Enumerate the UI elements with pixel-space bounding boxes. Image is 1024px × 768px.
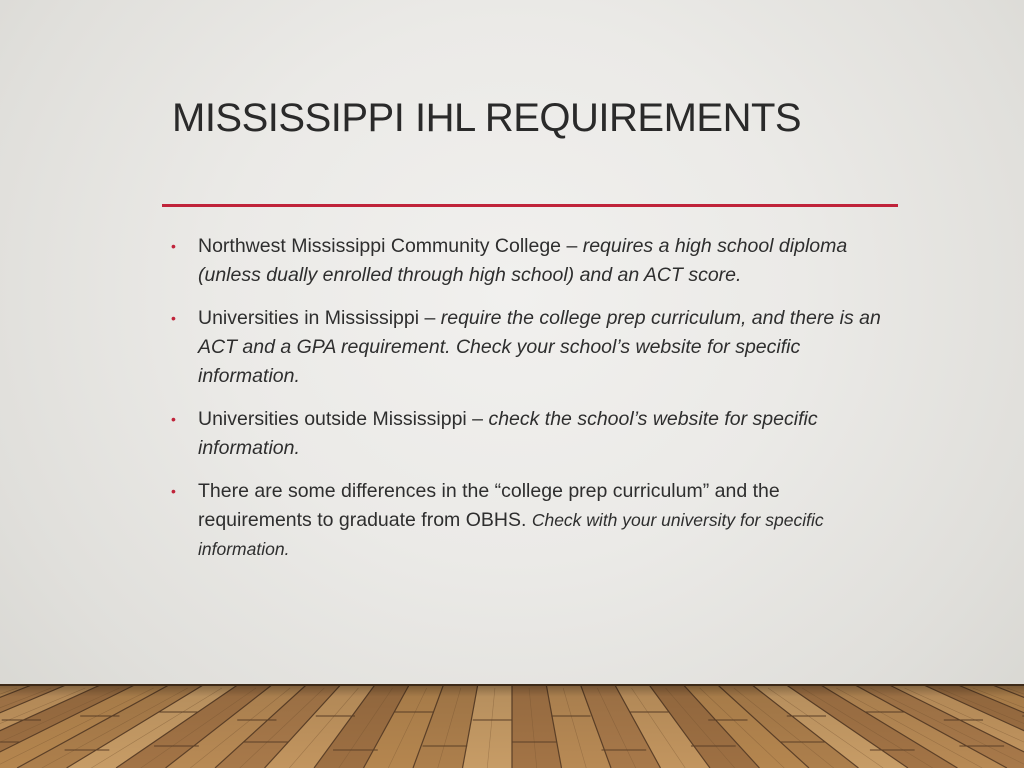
bullet-text-italic: check the school’s website for specific information. [198, 408, 818, 459]
slide-title: MISSISSIPPI IHL REQUIREMENTS [172, 96, 802, 140]
bullet-text-plain: Universities in Mississippi – [198, 307, 441, 329]
bullet-text-italic: requires a high school diploma (unless dually enrolled through high school) and an ACT score. [198, 235, 848, 286]
list-item [168, 477, 888, 564]
bullet-list [168, 232, 888, 578]
bullet-text-italic: require the college prep curriculum, and there is an ACT and a GPA requirement. Check your school’s website for specific information. [198, 307, 881, 387]
list-item [168, 304, 888, 391]
bullet-icon: • [171, 411, 176, 427]
bullet-icon: • [171, 310, 176, 326]
bullet-text-plain: There are some differences in the “college prep curriculum” and the requirements to graduate from OBHS. [198, 480, 780, 531]
bullet-text-plain: Universities outside Mississippi – [198, 408, 489, 430]
bullet-text-italic: Check with your university for specific information. [198, 510, 824, 559]
bullet-icon: • [171, 238, 176, 254]
bullet-icon: • [171, 483, 176, 499]
bullet-text-plain: Northwest Mississippi Community College – [198, 235, 583, 257]
list-item [168, 232, 888, 290]
wood-floor [0, 684, 1024, 768]
title-underline [162, 204, 898, 207]
list-item [168, 405, 888, 463]
